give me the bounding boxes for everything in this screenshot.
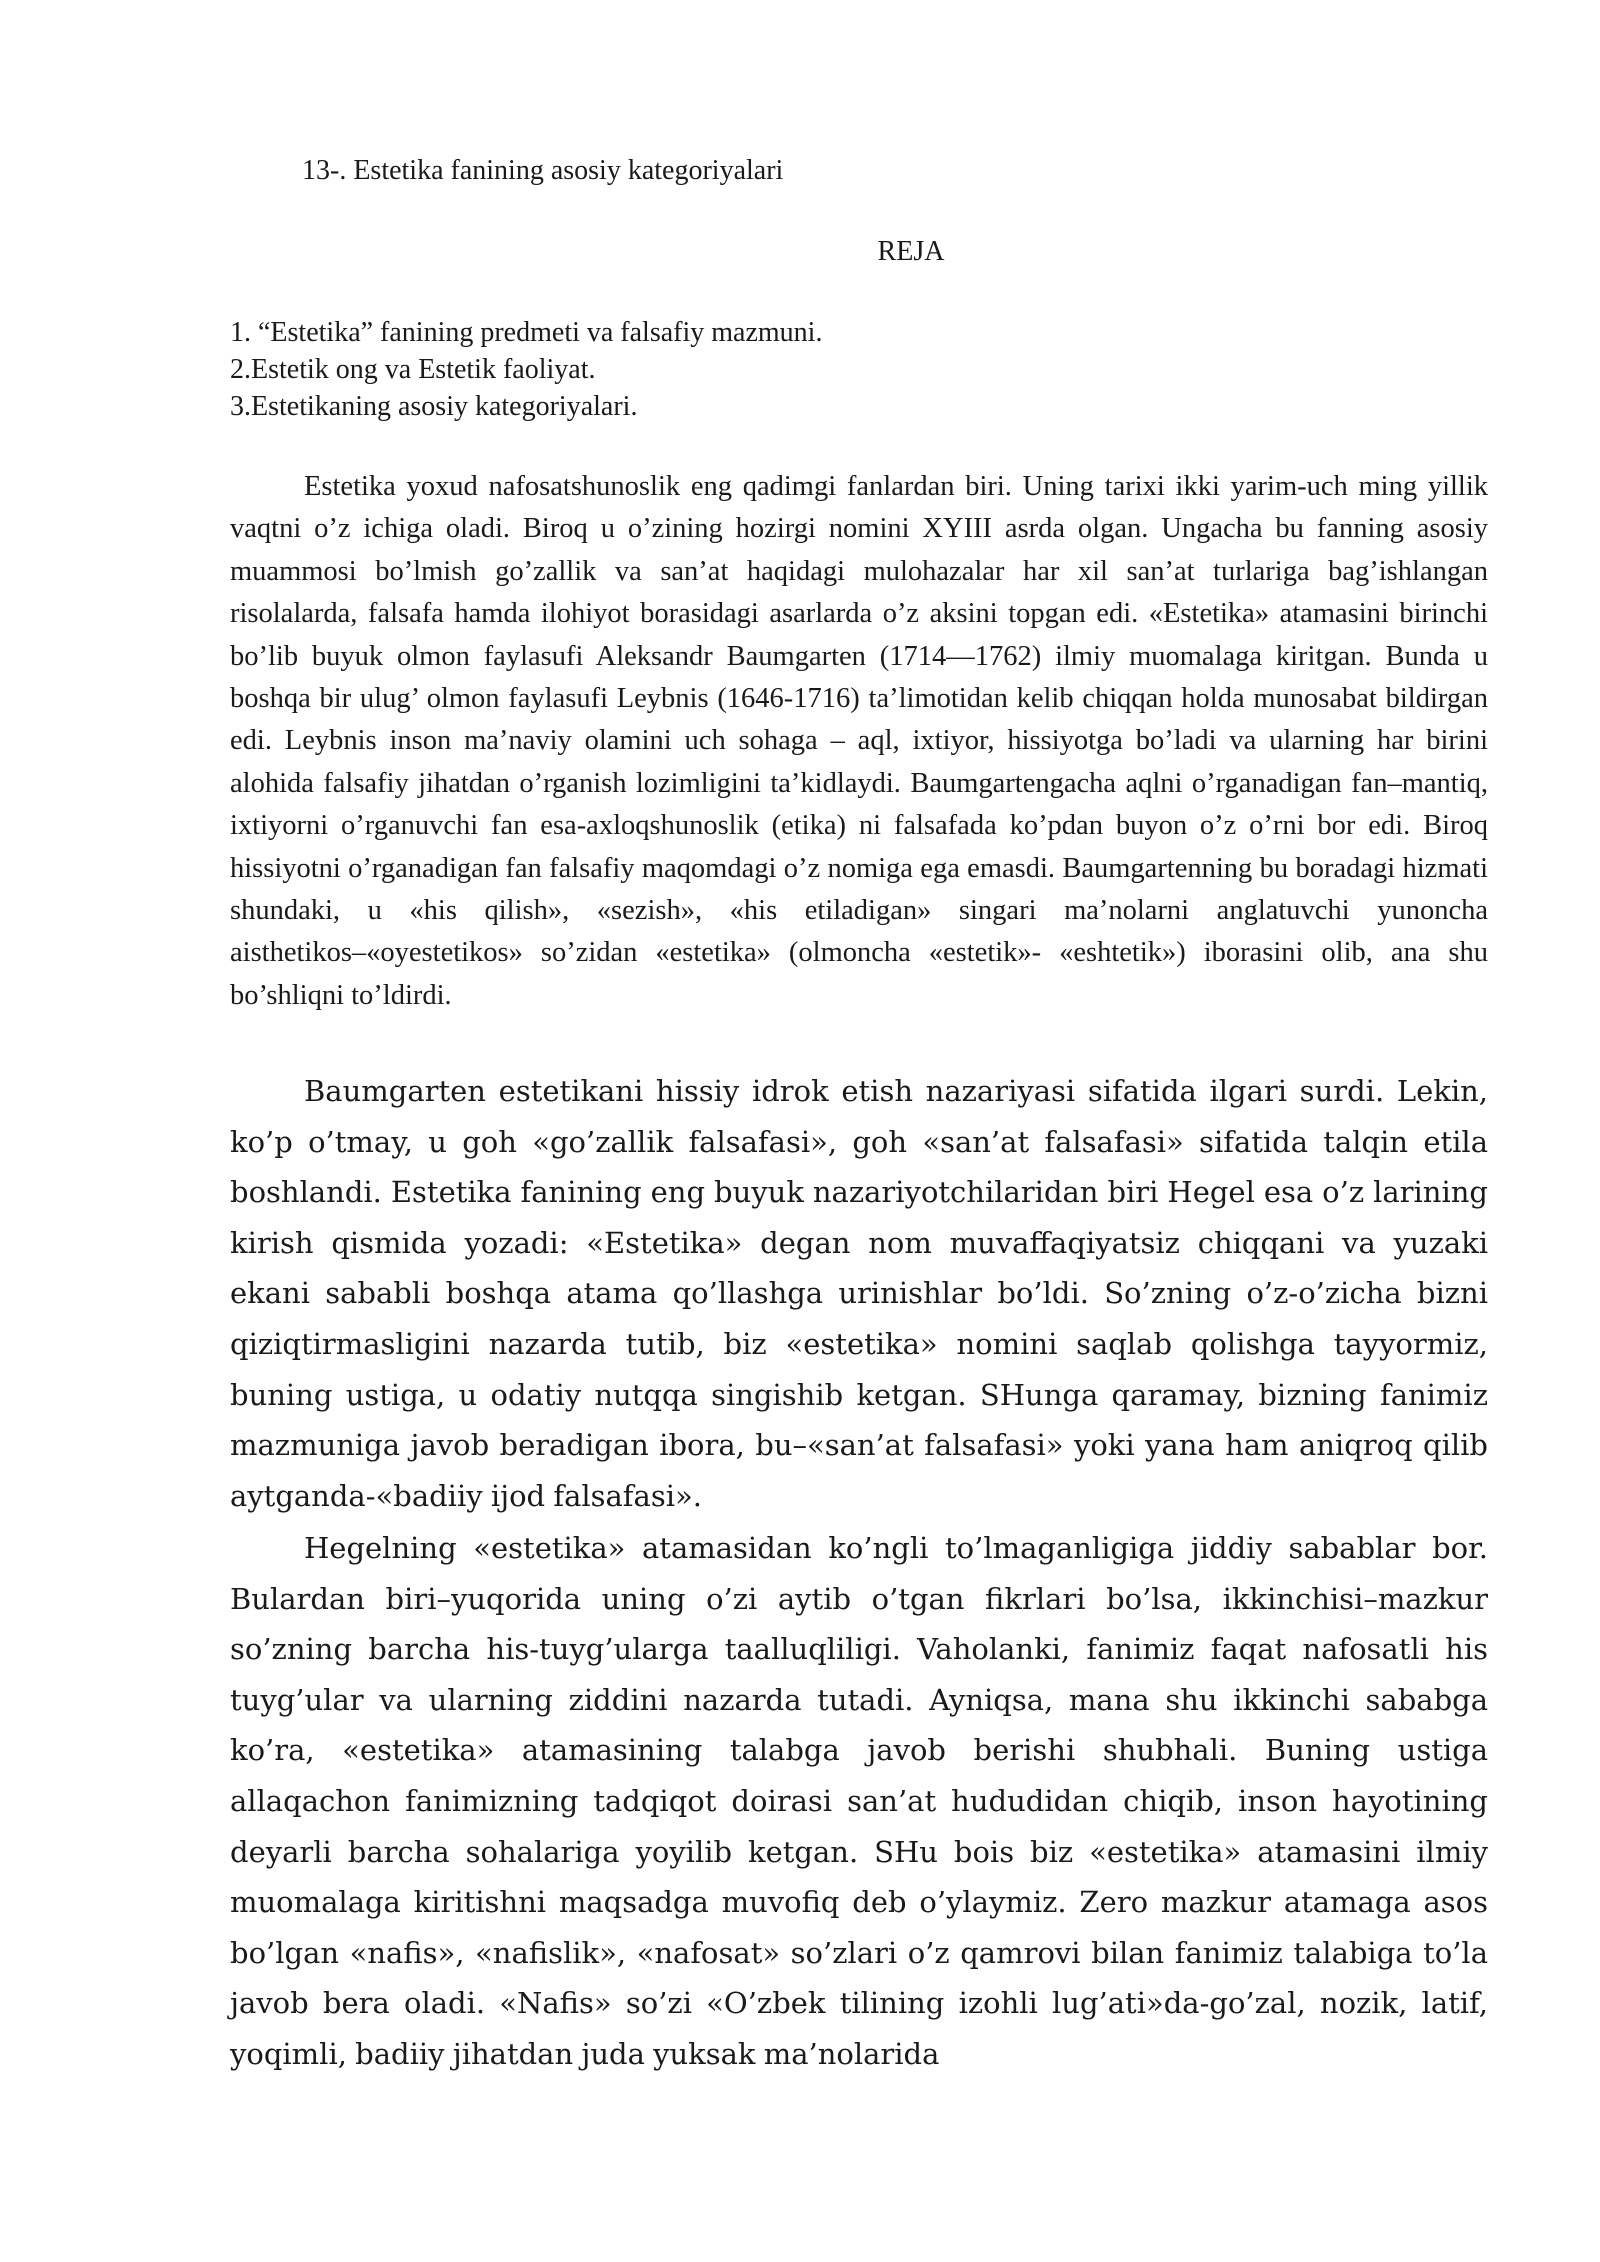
paragraph-hegel: Hegelning «estetika» atamasidan ko’ngli to’lmaganligiga jiddiy sabablar bor. Bulardan biri–yuqorida uning o’zi aytib o’tgan fikrlari bo’lsa, ikkinchisi–mazkur so’zning barcha his-tuyg’ularga taalluqliligi. Vaholanki, fanimiz faqat nafosatli his tuyg’ular va ularning ziddini nazarda tutadi. Ayniqsa, mana shu ikkinchi sababga ko’ra, «estetika» atamasining talabga javob berishi shubhali. Buning ustiga allaqachon fanimizning tadqiqot doirasi san’at hududidan chiqib, inson hayotining deyarli barcha sohalariga yoyilib ketgan. SHu bois biz «estetika» atamasini ilmiy muomalaga kiritishni maqsadga muvofiq deb o’ylaymiz. Zero mazkur atamaga asos bo’lgan «nafis», «nafislik», «nafosat» so’zlari o’z qamrovi bilan fanimiz talabiga to’la javob bera oladi. «Nafis» so’zi «O’zbek tilining izohli lug’ati»da-go’zal, nozik, latif, yoqimli, badiiy jihatdan juda yuksak ma’nolarida xyxy=(230,1531,1488,2071)
plan-list xyxy=(230,314,822,425)
plan-item: 2.Estetik ong va Estetik faoliyat. xyxy=(230,354,596,385)
paragraph-introduction: Estetika yoxud nafosatshunoslik eng qadimgi fanlardan biri. Uning tarixi ikki yarim-uch ming yillik vaqtni o’z ichiga oladi. Biroq u o’zining hozirgi nomini XYIII asrda olgan. Ungacha bu fanning asosiy muammosi bo’lmish go’zallik va san’at haqidagi mulohazalar har xil san’at turlariga bag’ishlangan risolalarda, falsafa hamda ilohiyot borasidagi asarlarda o’z aksini topgan edi. «Estetika» atamasini birinchi bo’lib buyuk olmon faylasufi Aleksandr Baumgarten (1714—1762) ilmiy muomalaga kiritgan. Bunda u boshqa bir ulug’ olmon faylasufi Leybnis (1646-1716) ta’limotidan kelib chiqqan holda munosabat bildirgan edi. Leybnis inson ma’naviy olamini uch sohaga – aql, ixtiyor, hissiyotga bo’ladi va ularning har birini alohida falsafiy jihatdan o’rganish lozimligini ta’kidlaydi. Baumgartengacha aqlni o’rganadigan fan–mantiq, ixtiyorni o’rganuvchi fan esa-axloqshunoslik (etika) ni falsafada ko’pdan buyon o’z o’rni bor edi. Biroq hissiyotni o’rganadigan fan falsafiy maqomdagi o’z nomiga ega emasdi. Baumgartenning bu boradagi hizmati shundaki, u «his qilish», «sezish», «his etiladigan» singari ma’nolarni anglatuvchi yunoncha aisthetikos–«oyestetikos» so’zidan «estetika» (olmoncha «estetik»- «eshtetik») iborasini olib, ana shu bo’shliqni to’ldirdi. xyxy=(230,471,1488,1011)
paragraph-baumgarten: Baumgarten estetikani hissiy idrok etish nazariyasi sifatida ilgari surdi. Lekin, ko’p o’tmay, u goh «go’zallik falsafasi», goh «san’at falsafasi» sifatida talqin etila boshlandi. Estetika fanining eng buyuk nazariyotchilaridan biri Hegel esa o’z larining kirish qismida yozadi: «Estetika» degan nom muvaffaqiyatsiz chiqqani va yuzaki ekani sababli boshqa atama qo’llashga urinishlar bo’ldi. So’zning o’z-o’zicha bizni qiziqtirmasligini nazarda tutib, biz «estetika» nomini saqlab qolishga tayyormiz, buning ustiga, u odatiy nutqqa singishib ketgan. SHunga qaramay, bizning fanimiz mazmuniga javob beradigan ibora, bu–«san’at falsafasi» yoki yana ham aniqroq qilib aytganda-«badiiy ijod falsafasi». xyxy=(230,1074,1488,1513)
plan-item: 3.Estetikaning asosiy kategoriyalari. xyxy=(230,391,638,422)
plan-heading: REJA xyxy=(877,236,945,267)
document-title: 13-. Estetika fanining asosiy kategoriyalari xyxy=(302,155,784,186)
plan-item: 1. “Estetika” fanining predmeti va falsafiy mazmuni. xyxy=(230,317,823,348)
